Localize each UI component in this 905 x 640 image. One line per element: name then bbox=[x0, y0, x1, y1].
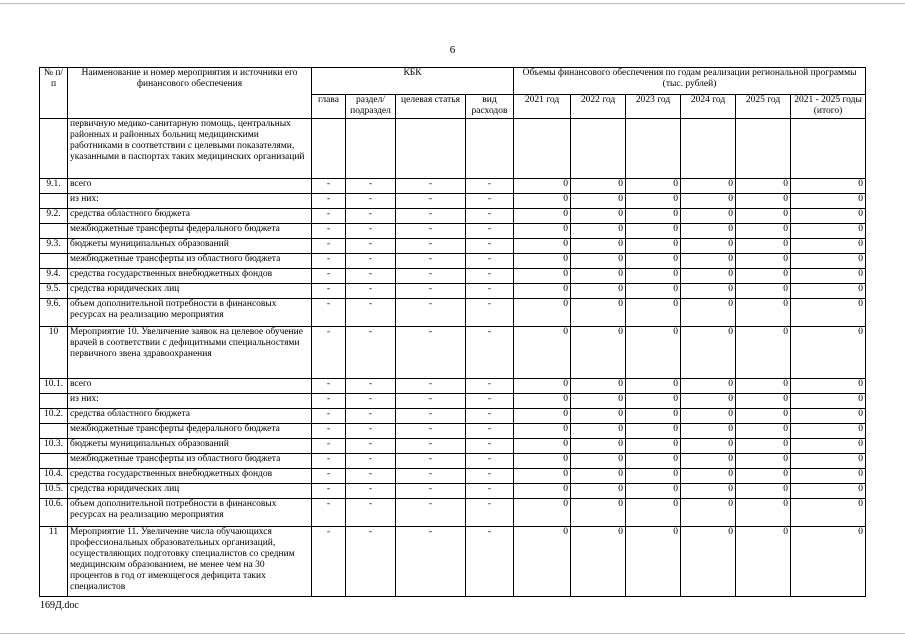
kbk-cell: - bbox=[396, 424, 466, 439]
kbk-cell: - bbox=[346, 499, 396, 527]
kbk-cell: - bbox=[396, 299, 466, 327]
value-cell: 0 bbox=[736, 239, 791, 254]
table-row bbox=[40, 224, 866, 239]
kbk-cell: - bbox=[466, 527, 514, 597]
kbk-cell: - bbox=[466, 209, 514, 224]
value-cell: 0 bbox=[571, 269, 626, 284]
header-year: 2024 год bbox=[681, 95, 736, 119]
value-cell: 0 bbox=[736, 394, 791, 409]
kbk-cell: - bbox=[346, 527, 396, 597]
kbk-cell: - bbox=[346, 179, 396, 194]
value-cell: 0 bbox=[626, 254, 681, 269]
value-cell: 0 bbox=[736, 209, 791, 224]
header-kbk-col: раздел/ подраздел bbox=[346, 95, 396, 119]
value-cell: 0 bbox=[791, 284, 866, 299]
value-cell: 0 bbox=[791, 499, 866, 527]
kbk-cell: - bbox=[312, 394, 346, 409]
row-name: межбюджетные трансферты из областного бюджета bbox=[68, 454, 312, 469]
kbk-cell: - bbox=[466, 394, 514, 409]
value-cell: 0 bbox=[571, 284, 626, 299]
row-number: 10.1. bbox=[40, 379, 68, 394]
value-cell: 0 bbox=[514, 194, 571, 209]
value-cell: 0 bbox=[571, 194, 626, 209]
table-row bbox=[40, 327, 866, 379]
kbk-cell: - bbox=[312, 194, 346, 209]
table-row bbox=[40, 119, 866, 179]
kbk-cell: - bbox=[312, 527, 346, 597]
value-cell: 0 bbox=[571, 239, 626, 254]
kbk-cell: - bbox=[346, 409, 396, 424]
value-cell: 0 bbox=[571, 484, 626, 499]
row-number bbox=[40, 224, 68, 239]
row-name: средства государственных внебюджетных фондов bbox=[68, 269, 312, 284]
kbk-cell bbox=[396, 119, 466, 179]
row-number bbox=[40, 394, 68, 409]
value-cell: 0 bbox=[791, 394, 866, 409]
header-year: 2025 год bbox=[736, 95, 791, 119]
value-cell: 0 bbox=[681, 269, 736, 284]
row-name: из них: bbox=[68, 194, 312, 209]
row-number: 11 bbox=[40, 527, 68, 597]
kbk-cell: - bbox=[346, 239, 396, 254]
kbk-cell: - bbox=[312, 469, 346, 484]
value-cell: 0 bbox=[681, 484, 736, 499]
value-cell: 0 bbox=[736, 424, 791, 439]
kbk-cell: - bbox=[312, 499, 346, 527]
value-cell: 0 bbox=[791, 327, 866, 379]
value-cell: 0 bbox=[571, 424, 626, 439]
kbk-cell: - bbox=[466, 194, 514, 209]
footer-filename: 169Д.doc bbox=[40, 600, 79, 611]
kbk-cell: - bbox=[396, 239, 466, 254]
value-cell: 0 bbox=[736, 194, 791, 209]
row-name: всего bbox=[68, 179, 312, 194]
kbk-cell: - bbox=[312, 379, 346, 394]
row-name: средства государственных внебюджетных фондов bbox=[68, 469, 312, 484]
kbk-cell: - bbox=[312, 299, 346, 327]
value-cell: 0 bbox=[681, 499, 736, 527]
value-cell bbox=[626, 119, 681, 179]
value-cell: 0 bbox=[571, 224, 626, 239]
value-cell: 0 bbox=[681, 299, 736, 327]
kbk-cell: - bbox=[466, 409, 514, 424]
value-cell bbox=[514, 119, 571, 179]
kbk-cell: - bbox=[466, 424, 514, 439]
value-cell: 0 bbox=[681, 424, 736, 439]
value-cell: 0 bbox=[681, 224, 736, 239]
kbk-cell: - bbox=[396, 527, 466, 597]
header-year: 2022 год bbox=[571, 95, 626, 119]
kbk-cell: - bbox=[466, 469, 514, 484]
kbk-cell: - bbox=[346, 209, 396, 224]
kbk-cell: - bbox=[466, 269, 514, 284]
value-cell: 0 bbox=[514, 284, 571, 299]
financing-table bbox=[39, 67, 866, 597]
value-cell bbox=[736, 119, 791, 179]
value-cell: 0 bbox=[626, 224, 681, 239]
table-row bbox=[40, 209, 866, 224]
value-cell: 0 bbox=[626, 454, 681, 469]
row-number: 10.4. bbox=[40, 469, 68, 484]
value-cell: 0 bbox=[571, 327, 626, 379]
kbk-cell: - bbox=[312, 224, 346, 239]
row-name: объем дополнительной потребности в финансовых ресурсах на реализацию мероприятия bbox=[68, 499, 312, 527]
kbk-cell: - bbox=[312, 484, 346, 499]
value-cell: 0 bbox=[626, 394, 681, 409]
value-cell: 0 bbox=[571, 179, 626, 194]
value-cell bbox=[791, 119, 866, 179]
kbk-cell: - bbox=[346, 284, 396, 299]
value-cell: 0 bbox=[681, 439, 736, 454]
header-volumes: Объемы финансового обеспечения по годам реализации региональной программы (тыс. рублей) bbox=[514, 68, 866, 95]
row-name: из них: bbox=[68, 394, 312, 409]
value-cell: 0 bbox=[736, 527, 791, 597]
kbk-cell: - bbox=[466, 254, 514, 269]
header-kbk-col: вид расходов bbox=[466, 95, 514, 119]
kbk-cell: - bbox=[466, 299, 514, 327]
kbk-cell: - bbox=[346, 424, 396, 439]
row-name: межбюджетные трансферты федерального бюджета bbox=[68, 424, 312, 439]
value-cell: 0 bbox=[791, 224, 866, 239]
table-row bbox=[40, 394, 866, 409]
kbk-cell: - bbox=[396, 179, 466, 194]
value-cell bbox=[681, 119, 736, 179]
value-cell: 0 bbox=[626, 439, 681, 454]
value-cell: 0 bbox=[736, 454, 791, 469]
row-number: 10 bbox=[40, 327, 68, 379]
value-cell: 0 bbox=[736, 254, 791, 269]
table-row bbox=[40, 424, 866, 439]
value-cell: 0 bbox=[626, 499, 681, 527]
row-name: межбюджетные трансферты из областного бюджета bbox=[68, 254, 312, 269]
kbk-cell: - bbox=[466, 224, 514, 239]
value-cell: 0 bbox=[626, 327, 681, 379]
kbk-cell: - bbox=[466, 484, 514, 499]
table-row bbox=[40, 484, 866, 499]
kbk-cell bbox=[312, 119, 346, 179]
kbk-cell: - bbox=[466, 379, 514, 394]
row-name: средства областного бюджета bbox=[68, 209, 312, 224]
value-cell: 0 bbox=[571, 469, 626, 484]
row-number: 9.6. bbox=[40, 299, 68, 327]
value-cell: 0 bbox=[681, 284, 736, 299]
row-name: межбюджетные трансферты федерального бюджета bbox=[68, 224, 312, 239]
value-cell: 0 bbox=[571, 499, 626, 527]
row-number bbox=[40, 119, 68, 179]
scan-edge-bottom bbox=[0, 633, 905, 634]
kbk-cell: - bbox=[396, 394, 466, 409]
value-cell: 0 bbox=[791, 409, 866, 424]
value-cell: 0 bbox=[514, 394, 571, 409]
row-number: 10.2. bbox=[40, 409, 68, 424]
value-cell: 0 bbox=[626, 299, 681, 327]
value-cell: 0 bbox=[571, 409, 626, 424]
value-cell bbox=[571, 119, 626, 179]
value-cell: 0 bbox=[514, 439, 571, 454]
value-cell: 0 bbox=[791, 269, 866, 284]
value-cell: 0 bbox=[791, 527, 866, 597]
kbk-cell: - bbox=[312, 424, 346, 439]
kbk-cell: - bbox=[346, 194, 396, 209]
value-cell: 0 bbox=[736, 284, 791, 299]
value-cell: 0 bbox=[791, 469, 866, 484]
table-row bbox=[40, 269, 866, 284]
kbk-cell: - bbox=[466, 179, 514, 194]
kbk-cell: - bbox=[396, 284, 466, 299]
kbk-cell: - bbox=[312, 284, 346, 299]
kbk-cell: - bbox=[396, 469, 466, 484]
row-name: Мероприятие 11. Увеличение числа обучающихся профессиональных образовательных организаций, осуществляющих подготовку специалистов со средним медицинским образованием, не менее чем на 30 процентов в год от имеющегося дефицита таких специалистов bbox=[68, 527, 312, 597]
value-cell: 0 bbox=[736, 469, 791, 484]
kbk-cell: - bbox=[396, 439, 466, 454]
value-cell: 0 bbox=[681, 209, 736, 224]
value-cell: 0 bbox=[626, 179, 681, 194]
kbk-cell: - bbox=[466, 454, 514, 469]
header-year: 2023 год bbox=[626, 95, 681, 119]
kbk-cell: - bbox=[346, 469, 396, 484]
value-cell: 0 bbox=[626, 269, 681, 284]
value-cell: 0 bbox=[514, 269, 571, 284]
value-cell: 0 bbox=[791, 379, 866, 394]
table-row bbox=[40, 499, 866, 527]
row-number: 9.4. bbox=[40, 269, 68, 284]
kbk-cell: - bbox=[346, 439, 396, 454]
row-number: 10.3. bbox=[40, 439, 68, 454]
row-number: 10.5. bbox=[40, 484, 68, 499]
kbk-cell: - bbox=[346, 484, 396, 499]
value-cell: 0 bbox=[791, 179, 866, 194]
value-cell: 0 bbox=[571, 379, 626, 394]
value-cell: 0 bbox=[736, 409, 791, 424]
value-cell: 0 bbox=[514, 327, 571, 379]
row-number: 9.1. bbox=[40, 179, 68, 194]
kbk-cell: - bbox=[312, 179, 346, 194]
kbk-cell: - bbox=[466, 239, 514, 254]
value-cell: 0 bbox=[681, 179, 736, 194]
value-cell: 0 bbox=[681, 327, 736, 379]
value-cell: 0 bbox=[736, 379, 791, 394]
value-cell: 0 bbox=[514, 469, 571, 484]
value-cell: 0 bbox=[681, 379, 736, 394]
value-cell: 0 bbox=[571, 299, 626, 327]
value-cell: 0 bbox=[791, 439, 866, 454]
value-cell: 0 bbox=[514, 299, 571, 327]
kbk-cell: - bbox=[346, 269, 396, 284]
kbk-cell: - bbox=[346, 379, 396, 394]
value-cell: 0 bbox=[626, 484, 681, 499]
page-number: 6 bbox=[449, 44, 456, 56]
kbk-cell: - bbox=[396, 409, 466, 424]
kbk-cell: - bbox=[346, 224, 396, 239]
value-cell: 0 bbox=[681, 409, 736, 424]
kbk-cell: - bbox=[396, 499, 466, 527]
value-cell: 0 bbox=[791, 424, 866, 439]
value-cell: 0 bbox=[791, 239, 866, 254]
table-row bbox=[40, 469, 866, 484]
table-row bbox=[40, 179, 866, 194]
value-cell: 0 bbox=[571, 254, 626, 269]
kbk-cell: - bbox=[396, 269, 466, 284]
value-cell: 0 bbox=[736, 327, 791, 379]
kbk-cell: - bbox=[312, 209, 346, 224]
value-cell: 0 bbox=[626, 469, 681, 484]
value-cell: 0 bbox=[514, 239, 571, 254]
kbk-cell: - bbox=[396, 379, 466, 394]
value-cell: 0 bbox=[736, 484, 791, 499]
kbk-cell: - bbox=[346, 394, 396, 409]
value-cell: 0 bbox=[514, 179, 571, 194]
value-cell: 0 bbox=[514, 409, 571, 424]
table-row bbox=[40, 299, 866, 327]
value-cell: 0 bbox=[791, 454, 866, 469]
row-name: средства юридических лиц bbox=[68, 484, 312, 499]
row-name: средства юридических лиц bbox=[68, 284, 312, 299]
kbk-cell: - bbox=[396, 327, 466, 379]
value-cell: 0 bbox=[791, 484, 866, 499]
value-cell: 0 bbox=[626, 194, 681, 209]
kbk-cell: - bbox=[346, 327, 396, 379]
value-cell: 0 bbox=[514, 209, 571, 224]
value-cell: 0 bbox=[681, 394, 736, 409]
scan-edge-top bbox=[0, 3, 905, 4]
row-name: всего bbox=[68, 379, 312, 394]
table-row bbox=[40, 239, 866, 254]
value-cell: 0 bbox=[626, 239, 681, 254]
value-cell: 0 bbox=[626, 379, 681, 394]
kbk-cell: - bbox=[396, 209, 466, 224]
row-number bbox=[40, 254, 68, 269]
row-number: 9.2. bbox=[40, 209, 68, 224]
value-cell: 0 bbox=[514, 527, 571, 597]
value-cell: 0 bbox=[626, 527, 681, 597]
row-name: бюджеты муниципальных образований bbox=[68, 239, 312, 254]
value-cell: 0 bbox=[514, 424, 571, 439]
kbk-cell: - bbox=[466, 327, 514, 379]
value-cell: 0 bbox=[626, 209, 681, 224]
row-number bbox=[40, 424, 68, 439]
header-num: № п/п bbox=[40, 68, 68, 119]
kbk-cell: - bbox=[312, 239, 346, 254]
kbk-cell bbox=[346, 119, 396, 179]
value-cell: 0 bbox=[514, 224, 571, 239]
value-cell: 0 bbox=[514, 484, 571, 499]
header-kbk-col: целевая статья bbox=[396, 95, 466, 119]
table-row bbox=[40, 254, 866, 269]
table-row bbox=[40, 194, 866, 209]
kbk-cell: - bbox=[396, 224, 466, 239]
kbk-cell: - bbox=[312, 439, 346, 454]
kbk-cell: - bbox=[312, 409, 346, 424]
row-number bbox=[40, 194, 68, 209]
row-name: средства областного бюджета bbox=[68, 409, 312, 424]
value-cell: 0 bbox=[791, 194, 866, 209]
value-cell: 0 bbox=[681, 239, 736, 254]
header-kbk: КБК bbox=[312, 68, 514, 95]
kbk-cell: - bbox=[312, 327, 346, 379]
value-cell: 0 bbox=[736, 224, 791, 239]
value-cell: 0 bbox=[736, 299, 791, 327]
header-year: 2021 год bbox=[514, 95, 571, 119]
value-cell: 0 bbox=[514, 379, 571, 394]
row-number: 9.3. bbox=[40, 239, 68, 254]
value-cell: 0 bbox=[626, 409, 681, 424]
row-name: первичную медико-санитарную помощь, центральных районных и районных больниц медицинскими работниками в соответствии с целевыми показателями, указанными в паспортах таких медицинских организаций bbox=[68, 119, 312, 179]
header-kbk-col: глава bbox=[312, 95, 346, 119]
kbk-cell: - bbox=[466, 499, 514, 527]
table-row bbox=[40, 454, 866, 469]
kbk-cell: - bbox=[346, 299, 396, 327]
value-cell: 0 bbox=[681, 469, 736, 484]
kbk-cell bbox=[466, 119, 514, 179]
header-year: 2021 - 2025 годы (итого) bbox=[791, 95, 866, 119]
value-cell: 0 bbox=[514, 454, 571, 469]
kbk-cell: - bbox=[466, 439, 514, 454]
header-name: Наименование и номер мероприятия и источники его финансового обеспечения bbox=[68, 68, 312, 119]
table-row bbox=[40, 379, 866, 394]
value-cell: 0 bbox=[571, 527, 626, 597]
row-number: 9.5. bbox=[40, 284, 68, 299]
value-cell: 0 bbox=[514, 254, 571, 269]
value-cell: 0 bbox=[736, 179, 791, 194]
value-cell: 0 bbox=[571, 454, 626, 469]
value-cell: 0 bbox=[736, 499, 791, 527]
value-cell: 0 bbox=[681, 454, 736, 469]
row-number bbox=[40, 454, 68, 469]
kbk-cell: - bbox=[312, 454, 346, 469]
kbk-cell: - bbox=[466, 284, 514, 299]
value-cell: 0 bbox=[514, 499, 571, 527]
kbk-cell: - bbox=[396, 254, 466, 269]
kbk-cell: - bbox=[396, 454, 466, 469]
value-cell: 0 bbox=[626, 284, 681, 299]
value-cell: 0 bbox=[571, 439, 626, 454]
value-cell: 0 bbox=[681, 254, 736, 269]
value-cell: 0 bbox=[626, 424, 681, 439]
kbk-cell: - bbox=[312, 269, 346, 284]
value-cell: 0 bbox=[791, 299, 866, 327]
table-row bbox=[40, 409, 866, 424]
table-row bbox=[40, 439, 866, 454]
kbk-cell: - bbox=[312, 254, 346, 269]
row-name: бюджеты муниципальных образований bbox=[68, 439, 312, 454]
value-cell: 0 bbox=[681, 194, 736, 209]
value-cell: 0 bbox=[736, 269, 791, 284]
kbk-cell: - bbox=[396, 194, 466, 209]
value-cell: 0 bbox=[681, 527, 736, 597]
value-cell: 0 bbox=[736, 439, 791, 454]
kbk-cell: - bbox=[346, 454, 396, 469]
value-cell: 0 bbox=[791, 209, 866, 224]
kbk-cell: - bbox=[396, 484, 466, 499]
row-number: 10.6. bbox=[40, 499, 68, 527]
row-name: объем дополнительной потребности в финансовых ресурсах на реализацию мероприятия bbox=[68, 299, 312, 327]
value-cell: 0 bbox=[791, 254, 866, 269]
table-row bbox=[40, 527, 866, 597]
kbk-cell: - bbox=[346, 254, 396, 269]
value-cell: 0 bbox=[571, 394, 626, 409]
value-cell: 0 bbox=[571, 209, 626, 224]
table-row bbox=[40, 284, 866, 299]
row-name: Мероприятие 10. Увеличение заявок на целевое обучение врачей в соответствии с дефицитными специальностями первичного звена здравоохранения bbox=[68, 327, 312, 379]
